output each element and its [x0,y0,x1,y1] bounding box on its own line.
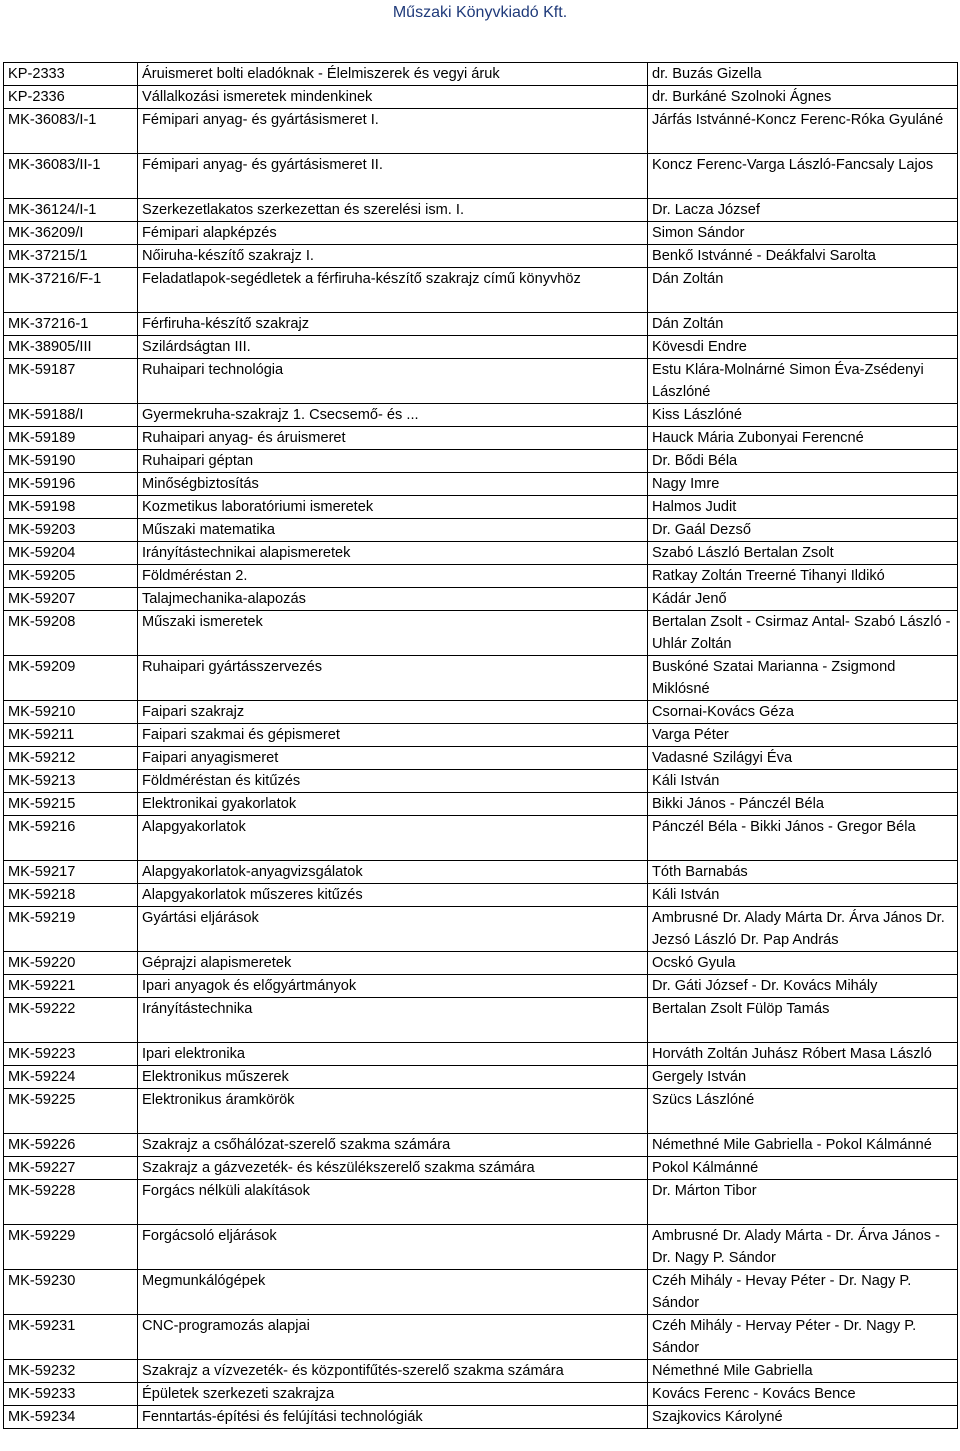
book-author: Bikki János - Pánczél Béla [648,793,958,816]
table-row [4,336,958,359]
book-title: Ruhaipari géptan [138,450,648,473]
book-author: Dr. Lacza József [648,199,958,222]
book-code: MK-59227 [4,1157,138,1180]
table-row [4,1157,958,1180]
table-row [4,1066,958,1089]
book-code: MK-59218 [4,884,138,907]
book-code: MK-59219 [4,907,138,952]
book-title: Gyártási eljárások [138,907,648,952]
book-author: Kádár Jenő [648,588,958,611]
book-code: MK-37216/F-1 [4,268,138,313]
book-title: Szakrajz a gázvezeték- és készülékszerelő szakma számára [138,1157,648,1180]
table-row [4,450,958,473]
table-row [4,701,958,724]
table-row [4,427,958,450]
book-title: Műszaki ismeretek [138,611,648,656]
book-code: MK-59222 [4,998,138,1043]
book-code: MK-59228 [4,1180,138,1225]
book-code: MK-37215/1 [4,245,138,268]
table-row [4,861,958,884]
table-row [4,519,958,542]
book-title: Szilárdságtan III. [138,336,648,359]
book-code: MK-59221 [4,975,138,998]
book-code: MK-59211 [4,724,138,747]
table-row [4,724,958,747]
table-row [4,542,958,565]
table-row [4,565,958,588]
table-row [4,496,958,519]
book-code: MK-59226 [4,1134,138,1157]
book-title: Ruhaipari anyag- és áruismeret [138,427,648,450]
book-title: Faipari szakmai és gépismeret [138,724,648,747]
catalog-body [4,63,958,1429]
book-author: Némethné Mile Gabriella [648,1360,958,1383]
book-code: MK-59234 [4,1406,138,1429]
book-author: Bertalan Zsolt - Csirmaz Antal- Szabó László - Uhlár Zoltán [648,611,958,656]
book-code: MK-36209/I [4,222,138,245]
book-author: Kiss Lászlóné [648,404,958,427]
book-title: Szerkezetlakatos szerkezettan és szerelési ism. I. [138,199,648,222]
table-row [4,1315,958,1360]
book-code: MK-59189 [4,427,138,450]
table-row [4,975,958,998]
book-title: Kozmetikus laboratóriumi ismeretek [138,496,648,519]
book-code: MK-36124/I-1 [4,199,138,222]
table-row [4,588,958,611]
book-code: MK-59210 [4,701,138,724]
book-title: Ipari anyagok és előgyártmányok [138,975,648,998]
book-author: Szabó László Bertalan Zsolt [648,542,958,565]
book-title: Elektronikai gyakorlatok [138,793,648,816]
book-code: MK-37216-1 [4,313,138,336]
book-title: Fémipari alapképzés [138,222,648,245]
table-row [4,404,958,427]
book-title: Irányítástechnika [138,998,648,1043]
table-row [4,154,958,199]
book-author: Benkő Istvánné - Deákfalvi Sarolta [648,245,958,268]
book-code: MK-59223 [4,1043,138,1066]
book-code: MK-59224 [4,1066,138,1089]
book-title: Vállalkozási ismeretek mindenkinek [138,86,648,109]
book-title: Alapgyakorlatok [138,816,648,861]
book-title: Alapgyakorlatok műszeres kitűzés [138,884,648,907]
book-title: Elektronikus áramkörök [138,1089,648,1134]
book-code: MK-59203 [4,519,138,542]
table-row [4,199,958,222]
book-author: Varga Péter [648,724,958,747]
book-code: MK-59205 [4,565,138,588]
book-author: Dr. Márton Tibor [648,1180,958,1225]
book-title: Minőségbiztosítás [138,473,648,496]
table-row [4,1360,958,1383]
book-author: Ratkay Zoltán Treerné Tihanyi Ildikó [648,565,958,588]
book-title: Forgácsoló eljárások [138,1225,648,1270]
book-author: Halmos Judit [648,496,958,519]
book-author: Hauck Mária Zubonyai Ferencné [648,427,958,450]
book-code: KP-2336 [4,86,138,109]
book-author: Tóth Barnabás [648,861,958,884]
table-row [4,245,958,268]
book-author: Csornai-Kovács Géza [648,701,958,724]
table-row [4,1225,958,1270]
book-author: Dr. Bődi Béla [648,450,958,473]
table-row [4,907,958,952]
book-author: Buskóné Szatai Marianna - Zsigmond Miklósné [648,656,958,701]
book-title: Talajmechanika-alapozás [138,588,648,611]
book-code: MK-59187 [4,359,138,404]
book-title: Szakrajz a csőhálózat-szerelő szakma számára [138,1134,648,1157]
book-code: MK-59217 [4,861,138,884]
book-title: Nőiruha-készítő szakrajz I. [138,245,648,268]
book-author: Czéh Mihály - Hervay Péter - Dr. Nagy P. Sándor [648,1315,958,1360]
table-row [4,1383,958,1406]
book-author: Némethné Mile Gabriella - Pokol Kálmánné [648,1134,958,1157]
book-code: MK-59215 [4,793,138,816]
book-author: Szücs Lászlóné [648,1089,958,1134]
table-row [4,884,958,907]
publisher-header: Műszaki Könyvkiadó Kft. [392,4,568,21]
book-author: Estu Klára-Molnárné Simon Éva-Zsédenyi Lászlóné [648,359,958,404]
book-author: Vadasné Szilágyi Éva [648,747,958,770]
book-author: Pánczél Béla - Bikki János - Gregor Béla [648,816,958,861]
book-author: Dr. Gáti József - Dr. Kovács Mihály [648,975,958,998]
table-row [4,1270,958,1315]
book-code: MK-36083/I-1 [4,109,138,154]
book-author: Bertalan Zsolt Fülöp Tamás [648,998,958,1043]
book-author: Gergely István [648,1066,958,1089]
book-title: Férfiruha-készítő szakrajz [138,313,648,336]
book-code: MK-59204 [4,542,138,565]
book-title: Forgács nélküli alakítások [138,1180,648,1225]
table-row [4,998,958,1043]
book-code: MK-59213 [4,770,138,793]
book-title: Fenntartás-építési és felújítási technológiák [138,1406,648,1429]
table-row [4,222,958,245]
book-code: MK-59198 [4,496,138,519]
book-title: Feladatlapok-segédletek a férfiruha-készítő szakrajz című könyvhöz [138,268,648,313]
book-author: Kovács Ferenc - Kovács Bence [648,1383,958,1406]
book-title: Fémipari anyag- és gyártásismeret II. [138,154,648,199]
book-author: Szajkovics Károlyné [648,1406,958,1429]
book-code: MK-59233 [4,1383,138,1406]
book-author: Dán Zoltán [648,268,958,313]
book-author: Pokol Kálmánné [648,1157,958,1180]
book-code: KP-2333 [4,63,138,86]
book-title: Fémipari anyag- és gyártásismeret I. [138,109,648,154]
book-title: Földméréstan és kitűzés [138,770,648,793]
book-title: Épületek szerkezeti szakrajza [138,1383,648,1406]
book-code: MK-59216 [4,816,138,861]
book-code: MK-59190 [4,450,138,473]
book-title: Gyermekruha-szakrajz 1. Csecsemő- és ... [138,404,648,427]
book-code: MK-59208 [4,611,138,656]
table-row [4,816,958,861]
book-author: dr. Burkáné Szolnoki Ágnes [648,86,958,109]
table-row [4,473,958,496]
book-code: MK-59188/I [4,404,138,427]
book-code: MK-59209 [4,656,138,701]
table-row [4,1089,958,1134]
book-author: Járfás Istvánné-Koncz Ferenc-Róka Gyuláné [648,109,958,154]
table-row [4,793,958,816]
book-title: CNC-programozás alapjai [138,1315,648,1360]
book-author: Horváth Zoltán Juhász Róbert Masa László [648,1043,958,1066]
table-row [4,268,958,313]
table-row [4,109,958,154]
book-code: MK-59225 [4,1089,138,1134]
table-row [4,1043,958,1066]
book-author: Czéh Mihály - Hevay Péter - Dr. Nagy P. Sándor [648,1270,958,1315]
table-row [4,359,958,404]
book-title: Ruhaipari technológia [138,359,648,404]
book-code: MK-59196 [4,473,138,496]
book-author: Dr. Gaál Dezső [648,519,958,542]
book-catalog-table [3,62,958,1429]
book-code: MK-59220 [4,952,138,975]
book-title: Szakrajz a vízvezeték- és központifűtés-szerelő szakma számára [138,1360,648,1383]
table-row [4,1406,958,1429]
book-title: Faipari anyagismeret [138,747,648,770]
book-title: Elektronikus műszerek [138,1066,648,1089]
book-author: Káli István [648,770,958,793]
table-row [4,952,958,975]
book-author: Káli István [648,884,958,907]
book-title: Faipari szakrajz [138,701,648,724]
book-title: Alapgyakorlatok-anyagvizsgálatok [138,861,648,884]
book-code: MK-38905/III [4,336,138,359]
book-title: Irányítástechnikai alapismeretek [138,542,648,565]
table-row [4,747,958,770]
book-code: MK-59230 [4,1270,138,1315]
book-title: Megmunkálógépek [138,1270,648,1315]
book-code: MK-36083/II-1 [4,154,138,199]
book-author: Dán Zoltán [648,313,958,336]
book-author: Nagy Imre [648,473,958,496]
book-author: Ocskó Gyula [648,952,958,975]
table-row [4,1134,958,1157]
table-row [4,63,958,86]
book-title: Műszaki matematika [138,519,648,542]
table-row [4,656,958,701]
book-code: MK-59231 [4,1315,138,1360]
book-title: Géprajzi alapismeretek [138,952,648,975]
book-code: MK-59232 [4,1360,138,1383]
book-author: dr. Buzás Gizella [648,63,958,86]
book-author: Kövesdi Endre [648,336,958,359]
book-author: Koncz Ferenc-Varga László-Fancsaly Lajos [648,154,958,199]
book-title: Áruismeret bolti eladóknak - Élelmiszerek és vegyi áruk [138,63,648,86]
table-row [4,611,958,656]
book-author: Ambrusné Dr. Alady Márta - Dr. Árva János - Dr. Nagy P. Sándor [648,1225,958,1270]
table-row [4,86,958,109]
book-title: Ruhaipari gyártásszervezés [138,656,648,701]
table-row [4,313,958,336]
table-row [4,1180,958,1225]
book-author: Ambrusné Dr. Alady Márta Dr. Árva János Dr. Jezsó László Dr. Pap András [648,907,958,952]
book-title: Ipari elektronika [138,1043,648,1066]
book-code: MK-59212 [4,747,138,770]
book-author: Simon Sándor [648,222,958,245]
table-row [4,770,958,793]
book-code: MK-59207 [4,588,138,611]
book-code: MK-59229 [4,1225,138,1270]
book-title: Földméréstan 2. [138,565,648,588]
